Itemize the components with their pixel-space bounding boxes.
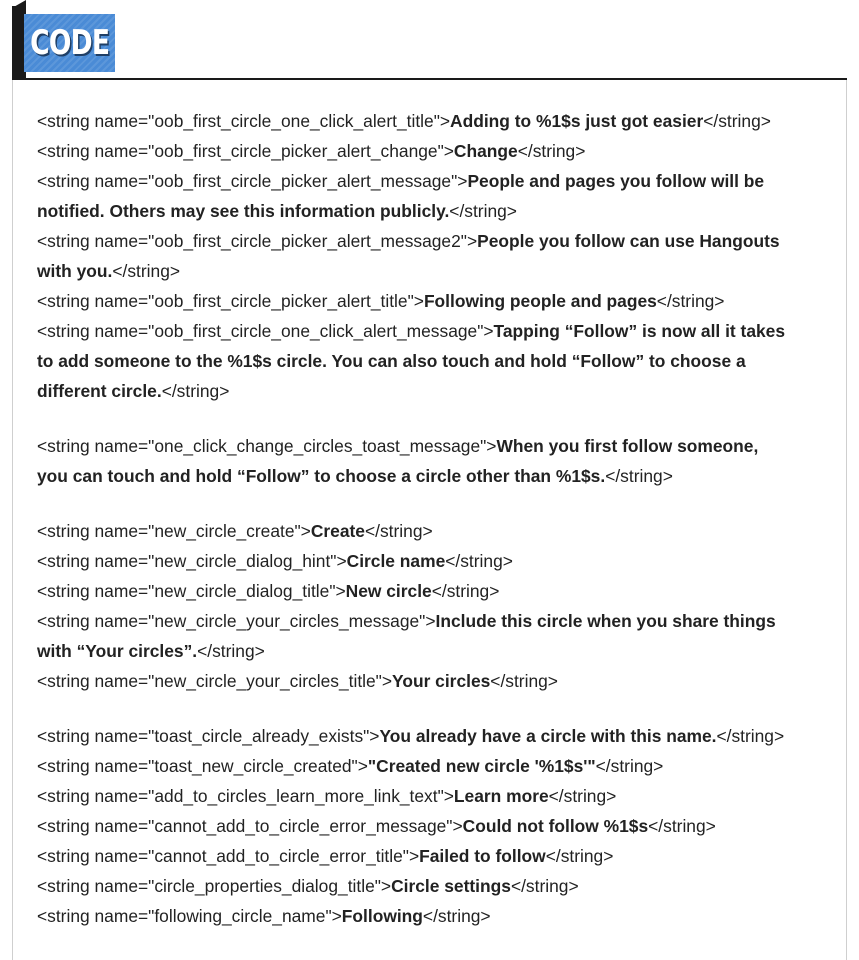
string-close-tag: </string> <box>364 521 433 541</box>
string-close-tag: </string> <box>445 551 513 571</box>
group-spacer <box>37 696 837 721</box>
code-line <box>37 871 837 901</box>
code-line <box>37 606 837 636</box>
group-spacer <box>37 406 837 431</box>
string-value: New circle <box>345 581 432 601</box>
string-open-tag: <string name="one_click_change_circles_toast_message"> <box>37 436 497 456</box>
string-value: Following people and pages <box>423 291 657 311</box>
string-value: When you first follow someone, <box>496 436 759 456</box>
string-close-tag: </string> <box>431 581 500 601</box>
string-value: Learn more <box>453 786 549 806</box>
string-open-tag: <string name="new_circle_dialog_title"> <box>37 581 346 601</box>
group-spacer <box>37 491 837 516</box>
code-line <box>37 376 837 406</box>
string-value: Tapping “Follow” is now all it takes <box>493 321 786 341</box>
string-open-tag: <string name="toast_circle_already_exists"> <box>37 726 380 746</box>
string-open-tag: <string name="cannot_add_to_circle_error_title"> <box>37 846 420 866</box>
string-value: Include this circle when you share things <box>435 611 776 631</box>
code-badge-label: CODE <box>29 23 110 63</box>
string-close-tag: </string> <box>422 906 491 926</box>
code-line <box>37 196 837 226</box>
string-close-tag: </string> <box>112 261 181 281</box>
string-close-tag: </string> <box>510 876 579 896</box>
string-value: notified. Others may see this information publicly. <box>37 201 450 221</box>
string-open-tag: <string name="new_circle_dialog_hint"> <box>37 551 347 571</box>
code-content <box>37 106 837 931</box>
code-line <box>37 576 837 606</box>
string-value: Your circles <box>392 671 491 691</box>
code-line <box>37 286 837 316</box>
code-line <box>37 431 837 461</box>
code-line <box>37 461 837 491</box>
string-close-tag: </string> <box>648 816 716 836</box>
string-value: People and pages you follow will be <box>467 171 765 191</box>
string-value: Change <box>453 141 518 161</box>
code-line <box>37 721 837 751</box>
string-open-tag: <string name="new_circle_your_circles_message"> <box>37 611 436 631</box>
string-close-tag: </string> <box>548 786 617 806</box>
string-open-tag: <string name="oob_first_circle_picker_alert_message"> <box>37 171 468 191</box>
code-line <box>37 666 837 696</box>
string-open-tag: <string name="toast_new_circle_created"> <box>37 756 368 776</box>
code-line <box>37 316 837 346</box>
code-line <box>37 781 837 811</box>
string-value: to add someone to the %1$s circle. You can also touch and hold “Follow” to choose a <box>37 351 746 371</box>
code-line <box>37 516 837 546</box>
string-value: Adding to %1$s just got easier <box>450 111 704 131</box>
string-open-tag: <string name="add_to_circles_learn_more_link_text"> <box>37 786 454 806</box>
code-line <box>37 226 837 256</box>
string-value: you can touch and hold “Follow” to choose a circle other than %1$s. <box>37 466 606 486</box>
string-open-tag: <string name="oob_first_circle_one_click_alert_message"> <box>37 321 494 341</box>
string-close-tag: </string> <box>595 756 664 776</box>
code-line <box>37 256 837 286</box>
string-open-tag: <string name="new_circle_create"> <box>37 521 311 541</box>
string-open-tag: <string name="new_circle_your_circles_title"> <box>37 671 393 691</box>
code-line <box>37 136 837 166</box>
string-close-tag: </string> <box>197 641 265 661</box>
string-open-tag: <string name="circle_properties_dialog_title"> <box>37 876 392 896</box>
string-open-tag: <string name="cannot_add_to_circle_error_message"> <box>37 816 463 836</box>
string-close-tag: </string> <box>545 846 614 866</box>
string-close-tag: </string> <box>161 381 230 401</box>
string-open-tag: <string name="following_circle_name"> <box>37 906 342 926</box>
code-line <box>37 636 837 666</box>
section-header <box>0 0 859 82</box>
string-close-tag: </string> <box>656 291 725 311</box>
string-value: Following <box>341 906 423 926</box>
string-close-tag: </string> <box>517 141 586 161</box>
code-line <box>37 546 837 576</box>
code-line <box>37 106 837 136</box>
string-value: "Created new circle '%1$s'" <box>367 756 596 776</box>
string-value: Create <box>310 521 365 541</box>
string-value: different circle. <box>37 381 162 401</box>
code-line <box>37 811 837 841</box>
string-close-tag: </string> <box>703 111 771 131</box>
string-value: Circle settings <box>391 876 511 896</box>
string-value: Failed to follow <box>419 846 546 866</box>
string-open-tag: <string name="oob_first_circle_one_click_alert_title"> <box>37 111 451 131</box>
code-line <box>37 841 837 871</box>
string-open-tag: <string name="oob_first_circle_picker_alert_message2"> <box>37 231 478 251</box>
string-close-tag: </string> <box>716 726 785 746</box>
code-line <box>37 166 837 196</box>
code-line <box>37 901 837 931</box>
string-close-tag: </string> <box>490 671 558 691</box>
string-value: People you follow can use Hangouts <box>477 231 780 251</box>
string-value: with you. <box>37 261 113 281</box>
string-open-tag: <string name="oob_first_circle_picker_alert_title"> <box>37 291 424 311</box>
code-line <box>37 346 837 376</box>
string-value: with “Your circles”. <box>37 641 198 661</box>
string-close-tag: </string> <box>605 466 673 486</box>
string-close-tag: </string> <box>449 201 517 221</box>
string-open-tag: <string name="oob_first_circle_picker_alert_change"> <box>37 141 454 161</box>
string-value: Could not follow %1$s <box>462 816 649 836</box>
string-value: You already have a circle with this name. <box>379 726 717 746</box>
code-line <box>37 751 837 781</box>
code-badge <box>24 14 115 72</box>
string-value: Circle name <box>346 551 446 571</box>
